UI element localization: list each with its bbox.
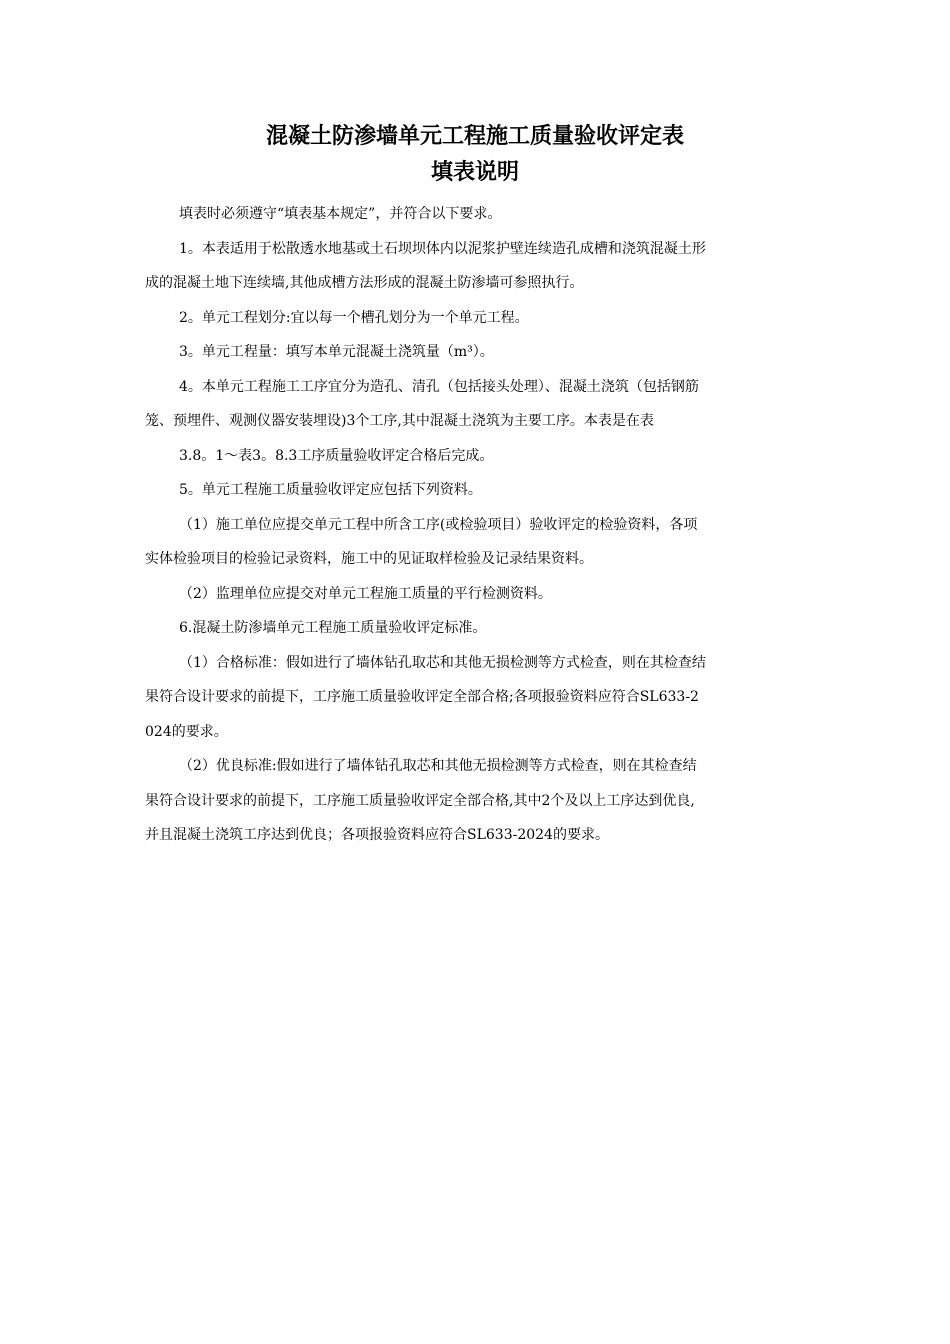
- text-line: 5。单元工程施工质量验收评定应包括下列资料。: [179, 482, 482, 498]
- document-title: 混凝土防渗墙单元工程施工质量验收评定表: [265, 124, 684, 149]
- text-line: 成的混凝土地下连续墙,其他成槽方法形成的混凝土防渗墙可参照执行。: [145, 275, 584, 291]
- text-line: 填表时必须遵守“填表基本规定”，并符合以下要求。: [179, 206, 502, 222]
- text-line: 6.混凝土防渗墙单元工程施工质量验收评定标准。: [179, 620, 487, 636]
- document-subtitle: 填表说明: [430, 160, 519, 185]
- text-line: （1）合格标准：假如进行了墙体钻孔取芯和其他无损检测等方式检查，则在其检查结: [179, 654, 706, 671]
- text-line: （1）施工单位应提交单元工程中所含工序(或检验项目）验收评定的检验资料，各项: [179, 516, 698, 533]
- text-line: 3.8。1～表3。8.3工序质量验收评定合格后完成。: [179, 447, 494, 464]
- text-line: 3。单元工程量：填写本单元混凝土浇筑量（m³）。: [179, 344, 494, 360]
- text-line: 024的要求。: [145, 723, 228, 740]
- text-line: 果符合设计要求的前提下，工序施工质量验收评定全部合格,其中2个及以上工序达到优良,: [145, 792, 695, 809]
- text-line: （2）优良标准:假如进行了墙体钻孔取芯和其他无损检测等方式检查，则在其检查结: [179, 758, 697, 774]
- text-line: 2。单元工程划分:宜以每一个槽孔划分为一个单元工程。: [179, 309, 529, 326]
- text-line: 并且混凝土浇筑工序达到优良；各项报验资料应符合SL633-2024的要求。: [145, 827, 609, 843]
- text-line: （2）监理单位应提交对单元工程施工质量的平行检测资料。: [179, 585, 552, 602]
- text-line: 笼、预埋件、观测仪器安装埋设)3个工序,其中混凝土浇筑为主要工序。本表是在表: [145, 413, 654, 429]
- text-line: 实体检验项目的检验记录资料，施工中的见证取样检验及记录结果资料。: [145, 551, 593, 567]
- text-line: 4。本单元工程施工工序宜分为造孔、清孔（包括接头处理）、混凝土浇筑（包括钢筋: [179, 378, 699, 395]
- instructions-body: [145, 197, 807, 853]
- text-line: 果符合设计要求的前提下，工序施工质量验收评定全部合格;各项报验资料应符合SL633-2: [145, 689, 699, 705]
- text-line: 1。本表适用于松散透水地基或土石坝坝体内以泥浆护壁连续造孔成槽和浇筑混凝土形: [179, 240, 706, 257]
